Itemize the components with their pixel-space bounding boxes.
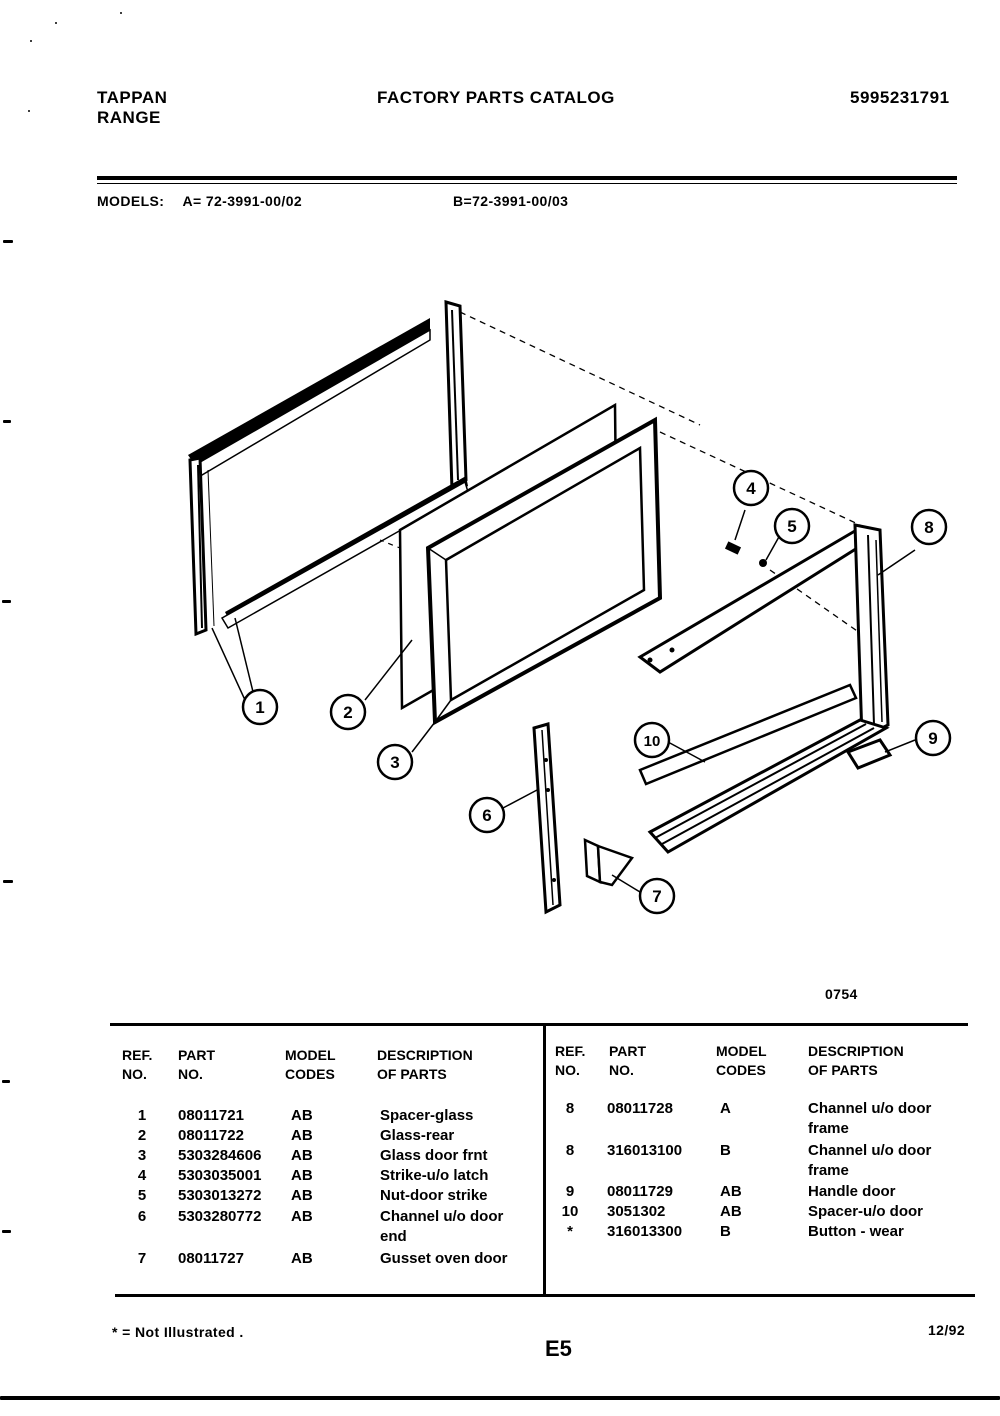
callout-3-label: 3 [390, 753, 400, 772]
callout-5 [775, 509, 809, 543]
right-header-desc: DESCRIPTION OF PARTS [808, 1043, 904, 1078]
header-rule [97, 176, 957, 180]
callout-2 [331, 695, 365, 729]
header-rule-thin [97, 183, 957, 184]
callout-8-label: 8 [924, 518, 934, 537]
brand-line-1: TAPPAN [97, 88, 168, 107]
left-header-desc: DESCRIPTION OF PARTS [377, 1047, 473, 1082]
callout-8 [912, 510, 946, 544]
callout-1-label: 1 [255, 698, 265, 717]
right-header-model: MODEL CODES [716, 1043, 767, 1078]
left-header-ref: REF. NO. [122, 1047, 153, 1082]
callout-4 [734, 471, 768, 505]
callout-10-label: 10 [643, 733, 661, 750]
models-label: MODELS: [97, 193, 165, 209]
callout-9-label: 9 [928, 729, 938, 748]
callout-3 [378, 745, 412, 779]
callout-4-label: 4 [746, 479, 756, 498]
left-header-model: MODEL CODES [285, 1047, 336, 1082]
diagram-code: 0754 [825, 986, 858, 1002]
part-nut-door-strike [759, 535, 780, 567]
callout-9 [916, 721, 950, 755]
exploded-parts-diagram [0, 280, 1000, 940]
table-center-divider [543, 1026, 546, 1296]
not-illustrated-note: * = Not Illustrated . [112, 1324, 244, 1340]
catalog-number: 5995231791 [850, 88, 950, 107]
page-title: FACTORY PARTS CATALOG [377, 88, 615, 107]
models-line [97, 193, 302, 209]
part-channel-door-frame [640, 525, 915, 852]
callout-7 [640, 879, 674, 913]
table-top-rule [110, 1023, 968, 1026]
revision-date: 12/92 [928, 1322, 966, 1338]
callout-7-label: 7 [652, 887, 662, 906]
brand-line-2: RANGE [97, 108, 161, 127]
right-header-part: PART NO. [609, 1043, 647, 1078]
left-header-part: PART NO. [178, 1047, 216, 1082]
page-number: E5 [545, 1336, 572, 1361]
right-header-ref: REF. NO. [555, 1043, 586, 1078]
callout-2-label: 2 [343, 703, 353, 722]
table-bottom-rule [115, 1294, 975, 1297]
callout-6-label: 6 [482, 806, 492, 825]
callout-6 [470, 798, 504, 832]
callout-10 [635, 723, 669, 757]
part-spacer-door [640, 685, 856, 784]
part-strike-latch [725, 510, 745, 555]
brand-name [97, 88, 167, 128]
part-channel-door-end [503, 724, 560, 912]
callout-1 [243, 690, 277, 724]
model-b: B=72-3991-00/03 [453, 193, 569, 209]
part-gusset-oven-door [585, 840, 640, 892]
callout-5-label: 5 [787, 517, 797, 536]
model-a: A= 72-3991-00/02 [182, 193, 303, 209]
